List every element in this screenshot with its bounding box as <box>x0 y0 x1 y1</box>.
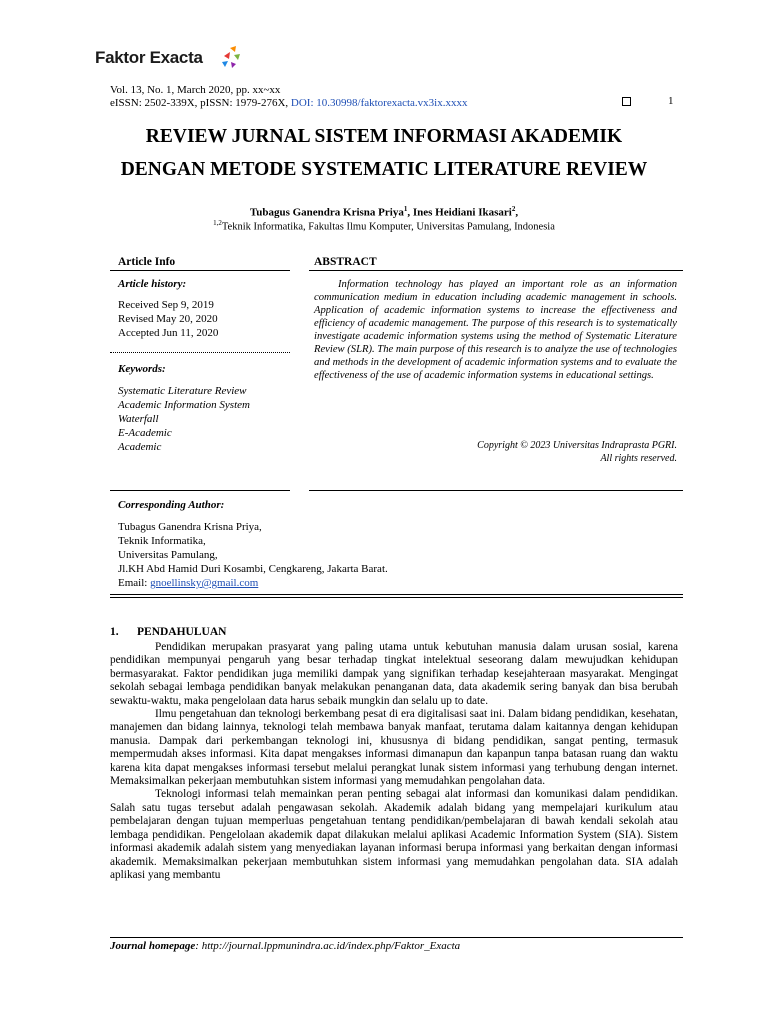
keyword-item: Academic <box>118 441 162 453</box>
affiliation: $^{1,2}$Teknik Informatika, Fakultas Ilmu Komputer, Universitas Pamulang, Indonesia <box>213 219 555 233</box>
abstract-heading: ABSTRACT <box>314 256 377 268</box>
keyword-item: Systematic Literature Review <box>118 385 247 397</box>
journal-logo-icon <box>216 46 242 70</box>
paper-title-line2: DENGAN METODE SYSTEMATIC LITERATURE REVIEW <box>120 159 648 180</box>
paragraph: Ilmu pengetahuan dan teknologi berkembang pesat di era digitalisasi saat ini. Dalam bidang pendidikan, kesehatan, manajemen dan bidang lainnya, teknologi telah membawa banyak manfaat, terutama dalam kaitannya dengan kehidupan manusia. Dampak dari perkembangan teknologi ini, khususnya di bidang pendidikan, sangat penting, termasuk mempermudah akses informasi. Kita dapat mengakses informasi dimanapun dan kapanpun tanpa batasan ruang dan waktu karena kita dapat mengakses informasi tersebut melalui perangkat lunak sistem informasi yang terhubung dengan internet. Memaksimalkan pekerjaan membutuhkan sistem informasi yang memudahkan pengolahan data. <box>110 708 678 788</box>
paper-title-line1: REVIEW JURNAL SISTEM INFORMASI AKADEMIK <box>145 126 623 147</box>
corresponding-dept: Teknik Informatika, <box>118 535 206 547</box>
homepage-url[interactable]: http://journal.lppmunindra.ac.id/index.php/Faktor_Exacta <box>201 940 461 952</box>
square-bullet-icon <box>622 97 631 106</box>
keywords-heading: Keywords: <box>118 363 166 375</box>
page-number: 1 <box>668 95 674 107</box>
journal-homepage: Journal homepage: http://journal.lppmunindra.ac.id/index.php/Faktor_Exacta <box>110 940 461 952</box>
authors: Tubagus Ganendra Krisna Priya$^1$, Ines Heidiani Ikasari$^2$, <box>249 205 519 219</box>
section-heading: PENDAHULUAN <box>137 626 227 638</box>
accepted-date: Accepted Jun 11, 2020 <box>118 327 219 339</box>
copyright: Copyright © 2023 Universitas Indraprasta PGRI. All rights reserved. <box>477 440 677 464</box>
corresponding-univ: Universitas Pamulang, <box>118 549 218 561</box>
email-link[interactable]: gnoellinsky@gmail.com <box>150 577 259 589</box>
keyword-item: Waterfall <box>118 413 159 425</box>
section-body <box>110 641 678 882</box>
issn-line: eISSN: 2502-339X, pISSN: 1979-276X, DOI: 10.30998/faktorexacta.vx3ix.xxxx <box>110 97 468 109</box>
corresponding-heading: Corresponding Author: <box>118 499 225 511</box>
corresponding-email-line: Email: gnoellinsky@gmail.com <box>118 577 259 589</box>
keyword-item: E-Academic <box>118 427 172 439</box>
keyword-item: Academic Information System <box>118 399 250 411</box>
abstract-text: Information technology has played an important role as an information communication medium in education including academic management in schools. Application of academic information systems to increase the effectiveness and efficiency of academic management. The purpose of this research is to systematically investigate academic information systems using the method of Systematic Literature Review (SLR). The main purpose of this research is to analyze the use of technologies and methods in the development of academic information systems and to evaluate the effectiveness of the use of academic information systems in educational settings. <box>314 279 677 381</box>
volume-line: Vol. 13, No. 1, March 2020, pp. xx~xx <box>110 84 281 96</box>
paragraph: Pendidikan merupakan prasyarat yang paling utama untuk kebutuhan manusia dalam urusan sosial, karena pendidikan mempunyai pengaruh yang besar terhadap tingkat intelektual seseorang dalam mewujudkan kehidupan bermasyarakat. Faktor pendidikan juga memiliki dampak yang signifikan terhadap kesejahteraan masyarakat. Mengingat sekolah sebagai lembaga pendidikan banyak melakukan penanganan data, data akademik sering banyak dan bisa berubah sewaktu-waktu, maka pengelolaan data harus sebaik mungkin dan selalu up to date. <box>110 641 678 707</box>
received-date: Received Sep 9, 2019 <box>118 299 214 311</box>
corresponding-address: Jl.KH Abd Hamid Duri Kosambi, Cengkareng, Jakarta Barat. <box>118 563 388 575</box>
article-info-heading: Article Info <box>118 256 176 268</box>
section-number: 1. <box>110 626 119 638</box>
paragraph: Teknologi informasi telah memainkan peran penting sebagai alat informasi dan komunikasi dalam pendidikan. Salah satu tugas tersebut adalah pengawasan sekolah. Akademik adalah bidang yang mempelajari kurikulum atau pembelajaran dengan tujuan memperluas pengetahuan tentang pendidikan/pembelajaran di bawah kendali sekolah atau lembaga pendidikan. Pengelolaan akademik dapat dilakukan melalui aplikasi Academic Information System (SIA). Sistem informasi akademik adalah sistem yang menyediakan layanan informasi berupa informasi yang berkaitan dengan informasi akademik. Memaksimalkan pekerjaan membutuhkan sistem informasi yang memudahkan pengolahan data. SIA adalah aplikasi yang membantu <box>110 788 678 881</box>
revised-date: Revised May 20, 2020 <box>118 313 218 325</box>
corresponding-name: Tubagus Ganendra Krisna Priya, <box>118 521 262 533</box>
journal-logo-text: Faktor Exacta <box>95 48 203 67</box>
doi-link[interactable]: DOI: 10.30998/faktorexacta.vx3ix.xxxx <box>290 97 468 109</box>
article-history-heading: Article history: <box>118 278 187 290</box>
